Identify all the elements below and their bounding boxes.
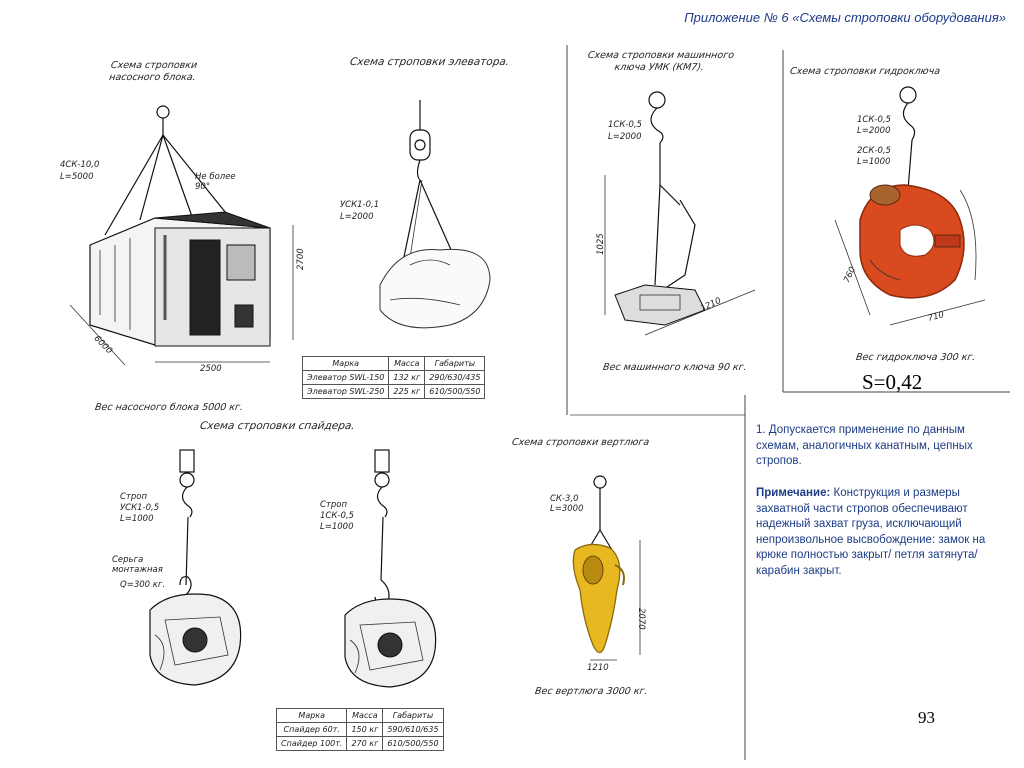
elevator-table-cell: 132 кг [389, 371, 425, 385]
pump-block-dim-height: 2700 [296, 248, 306, 270]
pump-block-sling: 4СК-10,0 [60, 160, 100, 170]
note-item-1: 1. Допускается применение по данным схемам, аналогичных канатным, цепных стропов. [756, 424, 973, 467]
spider-right-sling: 1СК-0,5 [320, 511, 354, 521]
spider-table-cell: Спайдер 100т. [277, 737, 347, 751]
elevator-table-cell: 290/630/435 [425, 371, 485, 385]
page-number: 93 [918, 708, 935, 727]
hydro-key-length2: L=1000 [857, 157, 891, 167]
spider-left-shackle: Серьга монтажная [112, 555, 163, 575]
elevator-table-header: Масса [389, 357, 425, 371]
machine-key-dim-b: 1210 [698, 295, 723, 315]
spider-spec-table [276, 708, 444, 751]
spider-right-drawing [335, 445, 455, 700]
hydro-key-sling2: 2СК-0,5 [857, 146, 891, 156]
swivel-title: Схема строповки вертлюга [511, 437, 650, 448]
swivel-dim-height: 2070 [636, 608, 646, 630]
machine-key-title: Схема строповки машинного ключа УМК (КМ7). [587, 50, 735, 73]
swivel-weight: Вес вертлюга 3000 кг. [534, 686, 649, 697]
spider-table-cell: 590/610/635 [383, 723, 443, 737]
machine-key-dim-a: 1025 [596, 233, 606, 255]
hydro-key-title: Схема строповки гидроключа [789, 66, 941, 77]
spider-left-strap: Строп [120, 492, 148, 502]
spider-table-cell: 150 кг [347, 723, 383, 737]
pump-block-length: L=5000 [60, 172, 94, 182]
elevator-spec-table [302, 356, 485, 399]
elevator-sling: УСК1-0,1 [340, 200, 380, 210]
spider-left-capacity: Q=300 кг. [120, 580, 166, 590]
pump-block-dim-depth: 6000 [91, 333, 115, 357]
spider-left-sling: УСК1-0,5 [120, 503, 160, 513]
elevator-table-header: Габариты [425, 357, 485, 371]
s-value: S=0,42 [862, 370, 923, 394]
hydro-key-drawing [830, 80, 1000, 340]
hydro-key-length1: L=2000 [857, 126, 891, 136]
spider-table-header: Масса [347, 709, 383, 723]
machine-key-sling: 1СК-0,5 [608, 120, 642, 130]
hydro-key-weight: Вес гидроключа 300 кг. [855, 352, 977, 363]
swivel-length: L=3000 [550, 504, 584, 514]
hydro-key-dim-a: 760 [842, 265, 859, 285]
pump-block-angle: Не более 90° [195, 172, 236, 192]
elevator-length: L=2000 [340, 212, 374, 222]
hydro-key-sling1: 1СК-0,5 [857, 115, 891, 125]
spider-right-length: L=1000 [320, 522, 354, 532]
spider-table-cell: 270 кг [347, 737, 383, 751]
pump-block-drawing [55, 100, 315, 400]
pump-block-dim-width: 2500 [200, 364, 222, 374]
pump-block-weight: Вес насосного блока 5000 кг. [94, 402, 244, 413]
machine-key-length: L=2000 [608, 132, 642, 142]
swivel-dim-width: 1210 [587, 663, 609, 673]
elevator-table-cell: Элеватор SWL-250 [303, 385, 389, 399]
elevator-drawing [360, 95, 570, 345]
pump-block-title: Схема строповки насосного блока. [108, 60, 198, 83]
spider-table-header: Марка [277, 709, 347, 723]
elevator-table-cell: 610/500/550 [425, 385, 485, 399]
spider-title: Схема строповки спайдера. [199, 420, 356, 432]
spider-left-length: L=1000 [120, 514, 154, 524]
note-remark-text: Конструкция и размеры захватной части стропов обеспечивают надежный захват груза, исключающий непроизвольное высвобождение: замок на крюке полностью закрыт/ петля затянута/ карабин закрыт. [756, 487, 986, 577]
elevator-table-header: Марка [303, 357, 389, 371]
note-remark [756, 486, 1006, 579]
spider-right-strap: Строп [320, 500, 348, 510]
note-remark-label: Примечание: [756, 487, 831, 499]
machine-key-weight: Вес машинного ключа 90 кг. [602, 362, 748, 373]
swivel-sling: СК-3,0 [550, 494, 579, 504]
spider-table-cell: 610/500/550 [383, 737, 443, 751]
hydro-key-dim-b: 710 [926, 310, 946, 324]
elevator-table-cell: 225 кг [389, 385, 425, 399]
elevator-table-cell: Элеватор SWL-150 [303, 371, 389, 385]
elevator-title: Схема строповки элеватора. [349, 56, 511, 68]
spider-table-cell: Спайдер 60т. [277, 723, 347, 737]
page-header-title: Приложение № 6 «Схемы строповки оборудования» [684, 10, 1006, 25]
spider-table-header: Габариты [383, 709, 443, 723]
